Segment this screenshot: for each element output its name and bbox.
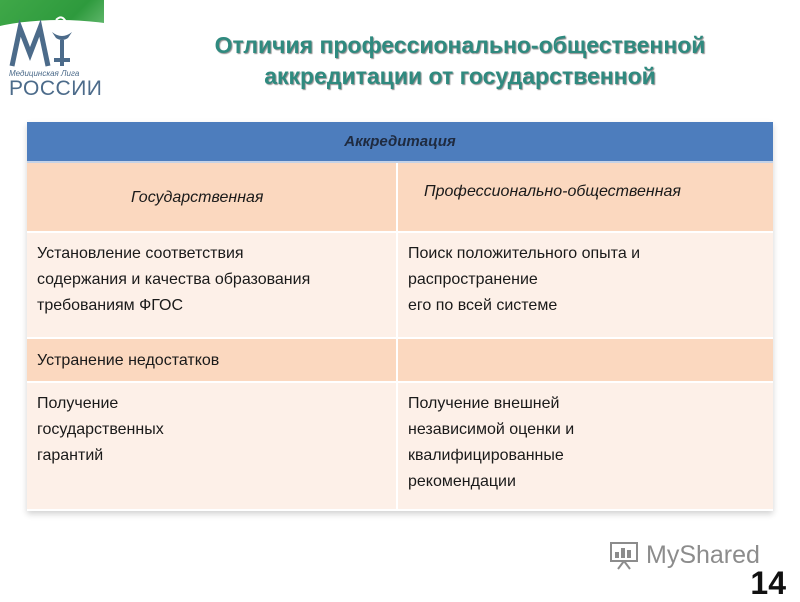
presentation-board-icon bbox=[608, 539, 640, 571]
table-cell-professional bbox=[398, 383, 773, 511]
slide-title-line-2: аккредитации от государственной bbox=[264, 63, 656, 89]
slide-title-line-1: Отличия профессионально-общественной bbox=[214, 32, 706, 58]
cell-line: рекомендации bbox=[408, 473, 516, 490]
column-header-state: Государственная bbox=[27, 163, 398, 233]
medical-league-logo bbox=[0, 0, 104, 104]
cell-line: независимой оценки и bbox=[408, 421, 575, 438]
cell-line: гарантий bbox=[37, 447, 104, 464]
cell-line: Получение внешней bbox=[408, 395, 560, 412]
bowl-of-hygieia-icon bbox=[6, 10, 76, 68]
table-header: Аккредитация bbox=[27, 122, 773, 163]
table-cell-professional-empty bbox=[398, 339, 773, 383]
cell-line: Установление соответствия bbox=[37, 245, 244, 262]
table-cell-state bbox=[27, 383, 398, 511]
cell-line: Поиск положительного опыта и bbox=[408, 245, 641, 262]
logo-text-small: Медицинская Лига bbox=[9, 69, 80, 78]
page-number: 14 bbox=[750, 565, 786, 601]
cell-line: квалифицированные bbox=[408, 447, 564, 464]
table-row bbox=[27, 339, 773, 383]
table-cell-professional bbox=[398, 233, 773, 339]
table-cell-state bbox=[27, 339, 398, 383]
table-cell-state bbox=[27, 233, 398, 339]
cell-line: требованиям ФГОС bbox=[37, 297, 184, 314]
cell-line: Устранение недостатков bbox=[37, 352, 220, 369]
cell-line: государственных bbox=[37, 421, 164, 438]
slide-title bbox=[120, 30, 800, 92]
cell-line: Получение bbox=[37, 395, 119, 412]
column-header-professional: Профессионально-общественная bbox=[398, 163, 773, 233]
cell-line: распространение bbox=[408, 271, 538, 288]
accreditation-table bbox=[27, 122, 773, 511]
cell-line: содержания и качества образования bbox=[37, 271, 311, 288]
logo-text-big: РОССИИ bbox=[9, 77, 103, 100]
table-subheader-row bbox=[27, 163, 773, 233]
table-row bbox=[27, 233, 773, 339]
table-row bbox=[27, 383, 773, 511]
cell-line: его по всей системе bbox=[408, 297, 558, 314]
watermark-text: MyShared bbox=[646, 540, 760, 569]
myshared-watermark bbox=[608, 538, 760, 572]
